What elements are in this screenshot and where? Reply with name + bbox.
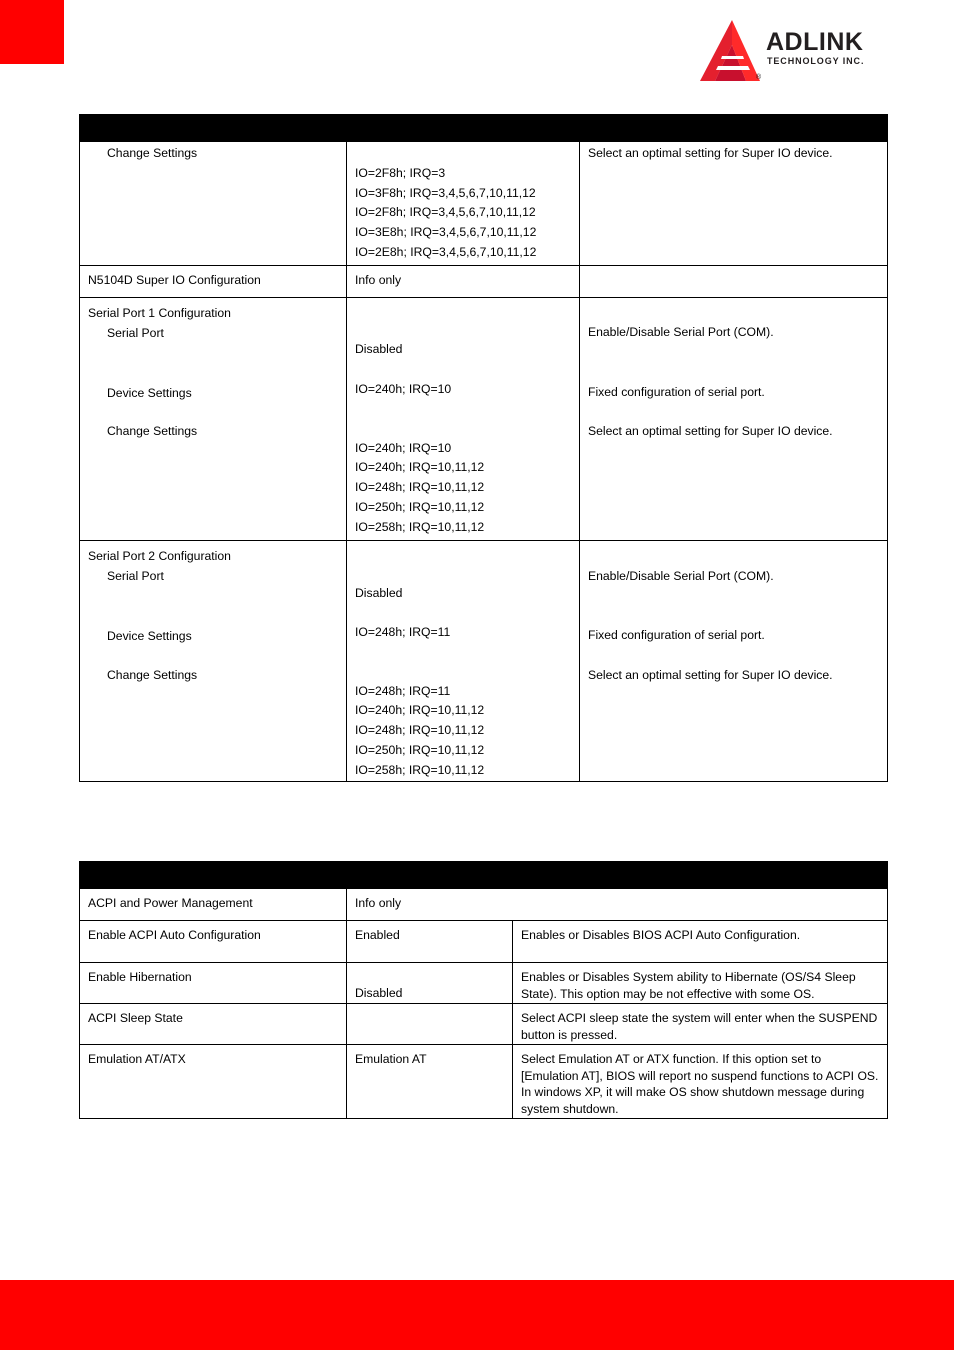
setting-option: IO=240h; IRQ=10 bbox=[355, 440, 452, 455]
section-title: Serial Port 1 Configuration bbox=[88, 306, 231, 320]
setting-option: IO=250h; IRQ=10,11,12 bbox=[355, 742, 485, 757]
setting-label: ACPI and Power Management bbox=[88, 896, 253, 910]
setting-value: IO=240h; IRQ=10 bbox=[355, 381, 452, 396]
table-row bbox=[80, 298, 888, 541]
registered-mark: ® bbox=[756, 74, 762, 81]
setting-description: Select Emulation AT or ATX function. If this option set to [Emulation AT], BIOS will report no suspend functions to ACPI OS. In windows XP, it will make OS show shutdown message during system shutdown. bbox=[521, 1052, 879, 1116]
table-row bbox=[80, 541, 888, 782]
table-row bbox=[80, 921, 888, 963]
setting-value: Info only bbox=[355, 273, 402, 287]
footer-accent-bar bbox=[0, 1280, 954, 1350]
setting-value: Disabled bbox=[355, 586, 403, 600]
setting-option bbox=[355, 144, 571, 164]
table-row bbox=[80, 963, 888, 1004]
table-row bbox=[80, 1004, 888, 1045]
setting-description: Fixed configuration of serial port. bbox=[588, 627, 765, 642]
setting-label: N5104D Super IO Configuration bbox=[88, 273, 261, 287]
super-io-settings-table bbox=[79, 114, 888, 782]
setting-option: IO=250h; IRQ=10,11,12 bbox=[355, 499, 485, 514]
logo-tagline: TECHNOLOGY INC. bbox=[767, 56, 865, 66]
setting-option: IO=248h; IRQ=11 bbox=[355, 683, 451, 698]
logo-triangle-icon bbox=[696, 18, 762, 84]
setting-value: Info only bbox=[355, 896, 402, 910]
setting-option: IO=240h; IRQ=10,11,12 bbox=[355, 460, 485, 475]
setting-label: Serial Port bbox=[107, 568, 164, 583]
table-header-bar bbox=[80, 862, 888, 889]
setting-label: ACPI Sleep State bbox=[88, 1011, 183, 1025]
setting-option: IO=258h; IRQ=10,11,12 bbox=[355, 762, 485, 777]
setting-description: Enables or Disables BIOS ACPI Auto Configuration. bbox=[521, 928, 801, 942]
section-title: Serial Port 2 Configuration bbox=[88, 549, 231, 563]
logo-wordmark: ADLINK bbox=[766, 28, 864, 56]
setting-option: IO=2F8h; IRQ=3 bbox=[355, 165, 446, 180]
setting-description: Select an optimal setting for Super IO device. bbox=[588, 667, 833, 682]
setting-option: IO=2E8h; IRQ=3,4,5,6,7,10,11,12 bbox=[355, 244, 537, 259]
table-row bbox=[80, 889, 888, 921]
setting-option: IO=258h; IRQ=10,11,12 bbox=[355, 519, 485, 534]
setting-option: IO=3E8h; IRQ=3,4,5,6,7,10,11,12 bbox=[355, 225, 537, 240]
acpi-settings-table bbox=[79, 861, 888, 1119]
setting-label: Enable ACPI Auto Configuration bbox=[88, 928, 261, 942]
setting-label: Serial Port bbox=[107, 325, 164, 340]
table-row bbox=[80, 266, 888, 298]
setting-label: Device Settings bbox=[107, 628, 192, 643]
setting-description: Select ACPI sleep state the system will enter when the SUSPEND button is pressed. bbox=[521, 1011, 878, 1042]
table-row bbox=[80, 142, 888, 266]
setting-value: IO=248h; IRQ=11 bbox=[355, 624, 451, 639]
setting-description: Fixed configuration of serial port. bbox=[588, 384, 765, 399]
setting-label: Change Settings bbox=[107, 668, 198, 683]
table-header-bar bbox=[80, 115, 888, 142]
setting-option: IO=3F8h; IRQ=3,4,5,6,7,10,11,12 bbox=[355, 185, 536, 200]
setting-label: Device Settings bbox=[107, 385, 192, 400]
setting-option: IO=240h; IRQ=10,11,12 bbox=[355, 703, 485, 718]
table-row bbox=[80, 1045, 888, 1119]
setting-description: Select an optimal setting for Super IO device. bbox=[588, 423, 833, 438]
setting-description: Enable/Disable Serial Port (COM). bbox=[588, 569, 774, 583]
company-logo bbox=[694, 18, 909, 84]
setting-option: IO=248h; IRQ=10,11,12 bbox=[355, 480, 485, 495]
setting-label: Change Settings bbox=[107, 424, 198, 439]
setting-description: Enable/Disable Serial Port (COM). bbox=[588, 325, 774, 339]
corner-accent-block bbox=[0, 0, 64, 64]
setting-label: Enable Hibernation bbox=[88, 970, 192, 984]
setting-value: Enabled bbox=[355, 928, 400, 942]
setting-value: Disabled bbox=[355, 342, 403, 356]
setting-description: Enables or Disables System ability to Hibernate (OS/S4 Sleep State). This option may be not effective with some OS. bbox=[521, 970, 856, 1001]
setting-value: Emulation AT bbox=[355, 1052, 427, 1066]
setting-label: Change Settings bbox=[107, 146, 198, 160]
setting-description: Select an optimal setting for Super IO device. bbox=[588, 146, 833, 160]
setting-option: IO=248h; IRQ=10,11,12 bbox=[355, 723, 485, 738]
setting-option: IO=2F8h; IRQ=3,4,5,6,7,10,11,12 bbox=[355, 205, 536, 220]
setting-value: Disabled bbox=[355, 986, 403, 1000]
setting-label: Emulation AT/ATX bbox=[88, 1052, 186, 1066]
